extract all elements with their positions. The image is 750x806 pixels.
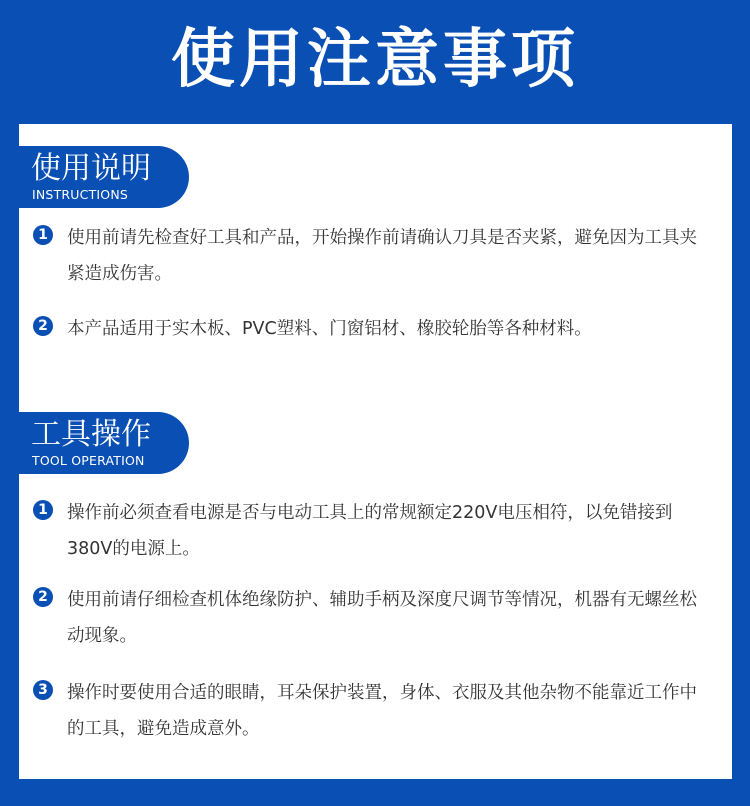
item-text: 本产品适用于实木板、PVC塑料、门窗铝材、橡胶轮胎等各种材料。 (67, 319, 592, 339)
section-subtitle: TOOL OPERATION (32, 453, 145, 468)
item-text: 使用前请仔细检查机体绝缘防护、辅助手柄及深度尺调节等情况，机器有无螺丝松动现象。 (67, 590, 697, 646)
item-text: 使用前请先检查好工具和产品，开始操作前请确认刀具是否夹紧，避免因为工具夹紧造成伤害。 (67, 228, 697, 284)
item-text: 操作时要使用合适的眼睛，耳朵保护装置，身体、衣服及其他杂物不能靠近工作中的工具，避免造成意外。 (67, 683, 697, 739)
page-title: 使用注意事项 (171, 23, 579, 97)
section-subtitle: INSTRUCTIONS (32, 187, 129, 202)
number-badge-icon: 1 (33, 225, 53, 245)
number-badge-icon: 2 (33, 316, 53, 336)
number-badge-icon: 3 (33, 680, 53, 700)
number-badge-icon: 2 (33, 587, 53, 607)
section-tab-instructions (19, 146, 189, 208)
number-badge-icon: 1 (33, 500, 53, 520)
section-tab-tool-operation (19, 412, 189, 474)
section-title: 使用说明 (31, 151, 151, 186)
item-text: 操作前必须查看电源是否与电动工具上的常规额定220V电压相符，以免错接到380V的电源上。 (67, 503, 673, 559)
section-title: 工具操作 (31, 417, 151, 452)
content-panel (19, 124, 732, 779)
